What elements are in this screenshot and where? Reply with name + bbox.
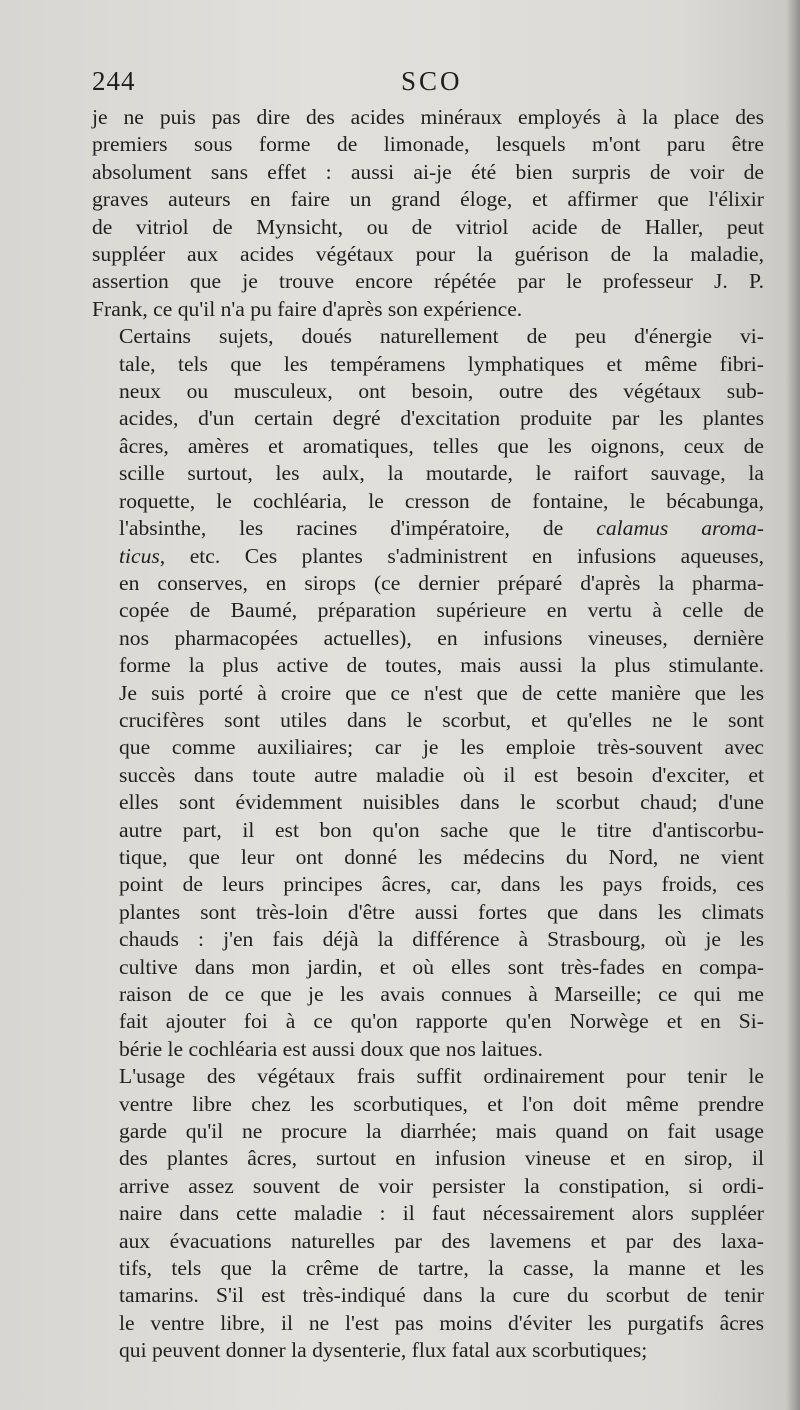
- text-line: autre part, il est bon qu'on sache que le titre d'antiscorbu-: [119, 817, 764, 842]
- body-text: [92, 104, 764, 1365]
- text-line: forme la plus active de toutes, mais aussi la plus stimulante.: [119, 653, 764, 678]
- text-line: l'absinthe, les racines d'impératoire, de calamus aroma-: [119, 516, 764, 541]
- text-line: tale, tels que les tempéramens lymphatiques et même fibri-: [119, 351, 764, 376]
- text-line: succès dans toute autre maladie où il est besoin d'exciter, et: [119, 762, 764, 787]
- text-line: de vitriol de Mynsicht, ou de vitriol acide de Haller, peut: [92, 214, 764, 239]
- text-line: Frank, ce qu'il n'a pu faire d'après son expérience.: [92, 296, 523, 321]
- text-line: elles sont évidemment nuisibles dans le scorbut chaud; d'une: [119, 790, 764, 815]
- text-line: aux évacuations naturelles par des lavemens et par des laxa-: [119, 1228, 764, 1253]
- text-line: crucifères sont utiles dans le scorbut, et qu'elles ne le sont: [119, 707, 764, 732]
- text-line: âcres, amères et aromatiques, telles que les oignons, ceux de: [119, 433, 764, 458]
- text-line: scille surtout, les aulx, la moutarde, le raifort sauvage, la: [119, 461, 764, 486]
- text-line: neux ou musculeux, ont besoin, outre des végétaux sub-: [119, 379, 764, 404]
- text-line: acides, d'un certain degré d'excitation produite par les plantes: [119, 406, 764, 431]
- text-line: le ventre libre, il ne l'est pas moins d'éviter les purgatifs âcres: [119, 1310, 764, 1335]
- text-line: qui peuvent donner la dysenterie, flux fatal aux scorbutiques;: [119, 1338, 648, 1363]
- text-line: chauds : j'en fais déjà la différence à Strasbourg, où je les: [119, 927, 764, 952]
- text-line: nos pharmacopées actuelles), en infusions vineuses, dernière: [119, 625, 764, 650]
- text-line: plantes sont très-loin d'être aussi fortes que dans les climats: [119, 899, 764, 924]
- text-line: naire dans cette maladie : il faut nécessairement alors suppléer: [119, 1201, 764, 1226]
- text-line: garde qu'il ne procure la diarrhée; mais quand on fait usage: [119, 1119, 764, 1144]
- page-number: 244: [92, 66, 136, 96]
- running-title: SCO: [401, 66, 463, 96]
- text-line: tique, que leur ont donné les médecins du Nord, ne vient: [119, 844, 764, 869]
- page-edge-shadow: [786, 0, 800, 1410]
- text-line: premiers sous forme de limonade, lesquels m'ont paru être: [92, 132, 764, 157]
- text-line: tifs, tels que la crême de tartre, la casse, la manne et les: [119, 1256, 764, 1281]
- text-line: je ne puis pas dire des acides minéraux employés à la place des: [92, 105, 764, 129]
- text-line: en conserves, en sirops (ce dernier préparé d'après la pharma-: [119, 570, 764, 595]
- text-line: ticus, etc. Ces plantes s'administrent en infusions aqueuses,: [119, 543, 764, 568]
- paragraph-3: [92, 1063, 764, 1364]
- text-line: assertion que je trouve encore répétée par le professeur J. P.: [92, 269, 764, 294]
- text-line: fait ajouter foi à ce qu'on rapporte qu'en Norwège et en Si-: [119, 1009, 764, 1034]
- text-line: cultive dans mon jardin, et où elles sont très-fades en compa-: [119, 954, 764, 979]
- running-head: [92, 66, 760, 102]
- text-line: roquette, le cochléaria, le cresson de fontaine, le bécabunga,: [119, 488, 764, 513]
- text-line: des plantes âcres, surtout en infusion vineuse et en sirop, il: [119, 1146, 764, 1171]
- text-line: L'usage des végétaux frais suffit ordinairement pour tenir le: [119, 1064, 764, 1089]
- text-line: Certains sujets, doués naturellement de peu d'énergie vi-: [119, 324, 764, 349]
- text-line: absolument sans effet : aussi ai-je été bien surpris de voir de: [92, 159, 764, 184]
- text-line: copée de Baumé, préparation supérieure en vertu à celle de: [119, 598, 764, 623]
- text-line: arrive assez souvent de voir persister la constipation, si ordi-: [119, 1173, 764, 1198]
- text-line: ventre libre chez les scorbutiques, et l'on doit même prendre: [119, 1091, 764, 1116]
- text-line: raison de ce que je les avais connues à Marseille; ce qui me: [119, 982, 764, 1006]
- text-line: point de leurs principes âcres, car, dans les pays froids, ces: [119, 872, 764, 897]
- text-line: Je suis porté à croire que ce n'est que de cette manière que les: [119, 680, 764, 705]
- paragraph-2: [92, 323, 764, 1063]
- text-line: graves auteurs en faire un grand éloge, et affirmer que l'élixir: [92, 187, 764, 212]
- paragraph-1: [92, 104, 764, 323]
- text-line: tamarins. S'il est très-indiqué dans la cure du scorbut de tenir: [119, 1283, 764, 1308]
- text-line: que comme auxiliaires; car je les emploie très-souvent avec: [119, 735, 764, 760]
- text-line: bérie le cochléaria est aussi doux que nos laitues.: [119, 1036, 543, 1061]
- text-line: suppléer aux acides végétaux pour la guérison de la maladie,: [92, 242, 764, 267]
